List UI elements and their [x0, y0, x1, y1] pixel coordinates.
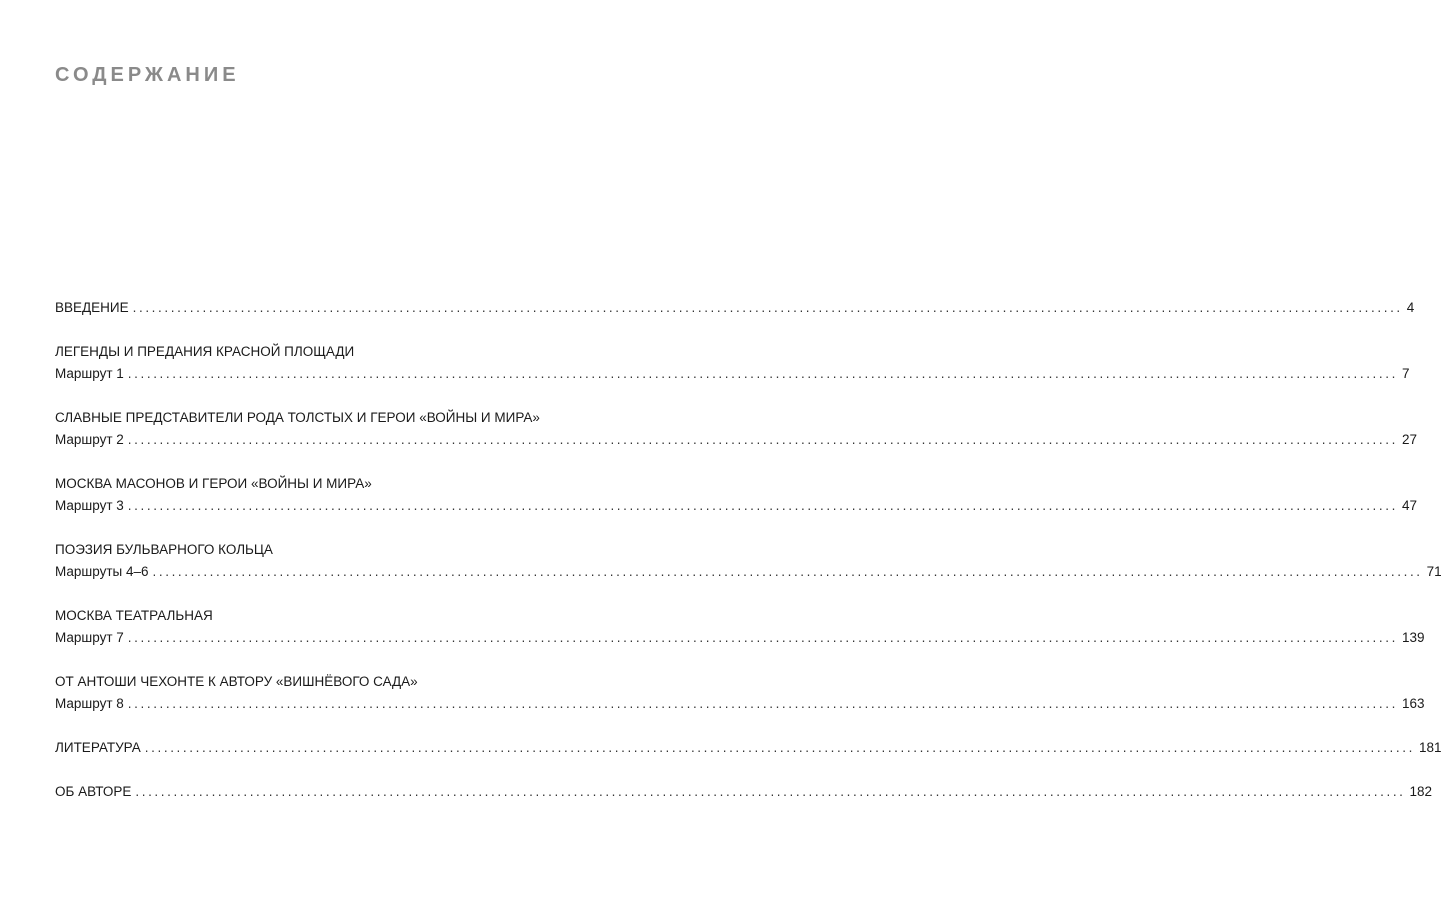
toc-entry[interactable]	[55, 672, 1425, 714]
toc-entry[interactable]	[55, 540, 1442, 582]
toc-entry-page-number: 182	[1409, 784, 1433, 799]
toc-entry[interactable]	[55, 606, 1425, 648]
dot-leader: ........................................................................................................................................................................................................	[127, 366, 1398, 381]
toc-entry[interactable]	[55, 298, 1415, 318]
toc-entry-page-number: 4	[1406, 300, 1415, 315]
toc-entry-row[interactable]	[55, 694, 1425, 714]
toc-entry-label: Маршрут 3	[55, 498, 124, 513]
toc-entry-label: Маршрут 8	[55, 696, 124, 711]
toc-entry-page-number: 27	[1401, 432, 1417, 447]
toc-entry-label: Маршрут 2	[55, 432, 124, 447]
toc-entry-heading: ОТ АНТОШИ ЧЕХОНТЕ К АВТОРУ «ВИШНЁВОГО САДА»	[55, 674, 418, 689]
toc-entry-heading: СЛАВНЫЕ ПРЕДСТАВИТЕЛИ РОДА ТОЛСТЫХ И ГЕРОИ «ВОЙНЫ И МИРА»	[55, 410, 540, 425]
dot-leader: ........................................................................................................................................................................................................	[132, 300, 1403, 315]
toc-entry-heading: МОСКВА ТЕАТРАЛЬНАЯ	[55, 608, 213, 623]
toc-entry-page-number: 47	[1401, 498, 1417, 513]
toc-entry-label: ОБ АВТОРЕ	[55, 784, 132, 799]
toc-entry-page-number: 163	[1401, 696, 1425, 711]
dot-leader: ........................................................................................................................................................................................................	[127, 630, 1398, 645]
toc-entry-label: Маршруты 4–6	[55, 564, 149, 579]
toc-entry-heading: ЛЕГЕНДЫ И ПРЕДАНИЯ КРАСНОЙ ПЛОЩАДИ	[55, 344, 355, 359]
toc-entry-row[interactable]	[55, 628, 1425, 648]
toc-entry[interactable]	[55, 782, 1433, 802]
toc-entry[interactable]	[55, 342, 1410, 384]
toc-entry[interactable]	[55, 738, 1442, 758]
toc-entry-page-number: 181	[1418, 740, 1442, 755]
page-title: СОДЕРЖАНИЕ	[55, 64, 240, 86]
toc-entry-row[interactable]	[55, 782, 1433, 802]
toc-entry[interactable]	[55, 408, 1417, 450]
toc-entry-label: ЛИТЕРАТУРА	[55, 740, 141, 755]
dot-leader: ........................................................................................................................................................................................................	[152, 564, 1423, 579]
dot-leader: ........................................................................................................................................................................................................	[135, 784, 1406, 799]
toc-entry-heading: ПОЭЗИЯ БУЛЬВАРНОГО КОЛЬЦА	[55, 542, 273, 557]
table-of-contents	[55, 298, 1442, 826]
toc-entry-heading: МОСКВА МАСОНОВ И ГЕРОИ «ВОЙНЫ И МИРА»	[55, 476, 372, 491]
toc-entry-row[interactable]	[55, 430, 1417, 450]
toc-entry-row[interactable]	[55, 496, 1417, 516]
toc-entry-row[interactable]	[55, 738, 1442, 758]
toc-entry-label: ВВЕДЕНИЕ	[55, 300, 129, 315]
toc-entry-label: Маршрут 1	[55, 366, 124, 381]
dot-leader: ........................................................................................................................................................................................................	[127, 432, 1398, 447]
toc-entry-page-number: 7	[1401, 366, 1410, 381]
toc-entry-row[interactable]	[55, 364, 1410, 384]
toc-entry-page-number: 139	[1401, 630, 1425, 645]
dot-leader: ........................................................................................................................................................................................................	[127, 696, 1398, 711]
toc-entry-row[interactable]	[55, 298, 1415, 318]
toc-entry-row[interactable]	[55, 562, 1442, 582]
toc-entry[interactable]	[55, 474, 1417, 516]
toc-entry-page-number: 71	[1426, 564, 1442, 579]
dot-leader: ........................................................................................................................................................................................................	[127, 498, 1398, 513]
dot-leader: ........................................................................................................................................................................................................	[144, 740, 1415, 755]
toc-entry-label: Маршрут 7	[55, 630, 124, 645]
